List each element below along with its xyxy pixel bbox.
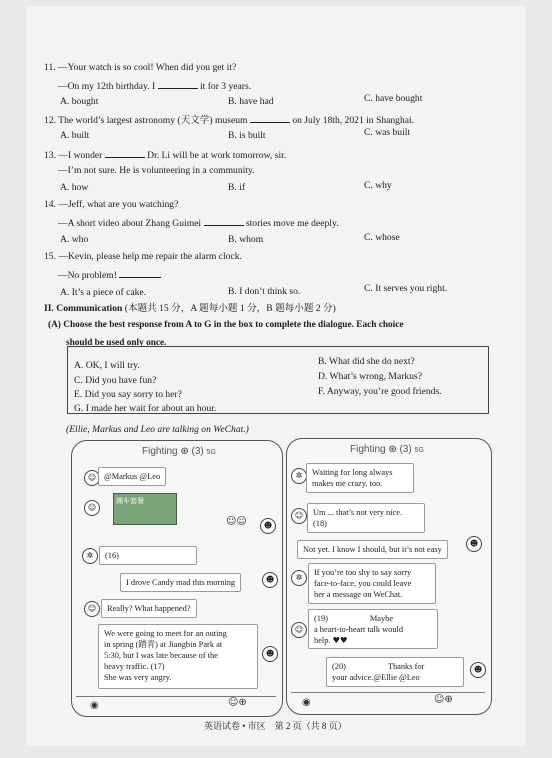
avatar-ellie-icon: ☻	[470, 662, 486, 678]
avatar-leo-icon: ☺	[84, 601, 100, 617]
q12-stem: 12. The world’s largest astronomy (天文学) museum on July 18th, 2021 in Shanghai.	[44, 115, 415, 126]
q14-stem: 14. —Jeff, what are you watching?	[44, 199, 179, 210]
chat-blank-16[interactable]: (16)	[99, 546, 197, 565]
q11-option-a: A. bought	[60, 96, 99, 107]
page-footer: 英语试卷 • 市区 第 2 页（共 8 页）	[204, 721, 347, 731]
chat-title-right: Fighting ⊛ (3) 5G	[350, 444, 424, 455]
q12-option-c: C. was built	[364, 127, 411, 138]
voice-icon[interactable]: ◉	[302, 697, 311, 708]
avatar-ellie-icon: ☻	[262, 572, 278, 588]
q15-option-b: B. I don’t think so.	[228, 286, 301, 297]
chat-msg-what-happened: Really? What happened?	[101, 599, 197, 618]
chat-msg-drove-mad: I drove Candy mad this morning	[120, 573, 241, 592]
chat-msg-not-yet: Not yet. I know I should, but it’s not easy	[297, 540, 448, 559]
section-heading: II. Communication (本题共 15 分，A 题每小题 1 分，B 题每小题 2 分)	[44, 303, 336, 314]
voice-icon[interactable]: ◉	[90, 700, 99, 711]
chat-blank-20: (20)	[332, 662, 346, 671]
q14-response: —A short video about Zhang Guimei stories move me deeply.	[58, 218, 339, 229]
q11-option-c: C. have bought	[364, 93, 423, 104]
option-g: G. I made her wait for about an hour.	[74, 403, 217, 414]
option-f: F. Anyway, you’re good friends.	[318, 386, 442, 397]
avatar-ellie-icon: ☻	[260, 518, 276, 534]
q15-response: —No problem!	[58, 268, 161, 282]
input-bar-right	[291, 692, 485, 707]
chat-msg-shy: If you’re too shy to say sorry face-to-face, you could leave her a message on WeChat.	[308, 563, 436, 604]
q13-blank[interactable]	[105, 148, 145, 158]
q15-option-a: A. It’s a piece of cake.	[60, 287, 147, 298]
q14-option-a: A. who	[60, 234, 89, 245]
part-a-instruction: (A) Choose the best response from A to G in the box to complete the dialogue. Each choice	[48, 320, 404, 330]
chat-blank-18: (18)	[313, 519, 327, 528]
q13-stem: 13. —I wonder Dr. Li will be at work tomorrow, sir.	[44, 150, 287, 161]
avatar-ellie-icon: ☻	[262, 646, 278, 662]
avatar-leo-icon: ☺	[84, 470, 100, 486]
q15-blank[interactable]	[119, 268, 161, 278]
chat-msg-mention: @Markus @Leo	[98, 467, 166, 486]
chat-blank-19: (19)	[314, 614, 328, 623]
q14-option-b: B. whom	[228, 234, 264, 245]
avatar-markus-icon: ✲	[291, 570, 307, 586]
avatar-leo-icon: ☺	[84, 500, 100, 516]
q13-option-c: C. why	[364, 180, 392, 191]
q12-blank[interactable]	[250, 113, 290, 123]
q13-response: —I’m not sure. He is volunteering in a community.	[58, 165, 255, 176]
option-c: C. Did you have fun?	[74, 375, 157, 386]
q11-answer-line: —On my 12th birthday. I it for 3 years.	[58, 81, 252, 92]
chat-title-left: Fighting ⊛ (3) 5G	[142, 446, 216, 457]
chat-msg-not-nice: Um ... that’s not very nice. (18)	[307, 503, 425, 533]
q12-option-b: B. is built	[228, 130, 266, 141]
q12-option-a: A. built	[60, 130, 90, 141]
option-e: E. Did you say sorry to her?	[74, 389, 182, 400]
q15-option-c: C. It serves you right.	[364, 283, 448, 294]
avatar-markus-icon: ✲	[82, 548, 98, 564]
option-a: A. OK, I will try.	[74, 360, 140, 371]
chat-msg-19: (19) Maybe a heart-to-heart talk would help. ♥♥	[308, 609, 438, 649]
avatar-leo-icon: ☺	[291, 508, 307, 524]
q15-stem: 15. —Kevin, please help me repair the alarm clock.	[44, 251, 242, 262]
option-b: B. What did she do next?	[318, 356, 415, 367]
part-a-instruction-2: should be used only once.	[66, 338, 167, 348]
q11-stem: 11. —Your watch is so cool! When did you get it?	[44, 62, 237, 73]
emoji-button-icon[interactable]: ☺⊕	[228, 697, 247, 708]
q14-blank[interactable]	[204, 216, 244, 226]
avatar-leo-icon: ☺	[291, 622, 307, 638]
bumper-car-image: 蹦车套餐	[113, 493, 177, 525]
emoji-button-icon[interactable]: ☺⊕	[434, 694, 453, 705]
smile-emoji-icon: ☺☺	[226, 516, 247, 527]
q13-option-b: B. if	[228, 182, 246, 193]
q13-option-a: A. how	[60, 182, 89, 193]
chat-msg-waiting: Waiting for long always makes me crazy, too.	[306, 463, 414, 493]
option-d: D. What’s wrong, Markus?	[318, 371, 423, 382]
avatar-markus-icon: ✲	[291, 468, 307, 484]
chat-msg-20: (20) Thanks for your advice.@Ellie @Leo	[326, 657, 464, 687]
q11-option-b: B. have had	[228, 96, 274, 107]
q11-blank[interactable]	[158, 79, 198, 89]
chat-msg-story: We were going to meet for an outing in spring (踏青) at Jiangbin Park at 5:30, but I was late because of the heavy traffic. (17) She was very angry.	[98, 624, 258, 689]
q14-option-c: C. whose	[364, 232, 400, 243]
dialogue-intro: (Ellie, Markus and Leo are talking on WeChat.)	[66, 424, 249, 435]
avatar-ellie-icon: ☻	[466, 536, 482, 552]
